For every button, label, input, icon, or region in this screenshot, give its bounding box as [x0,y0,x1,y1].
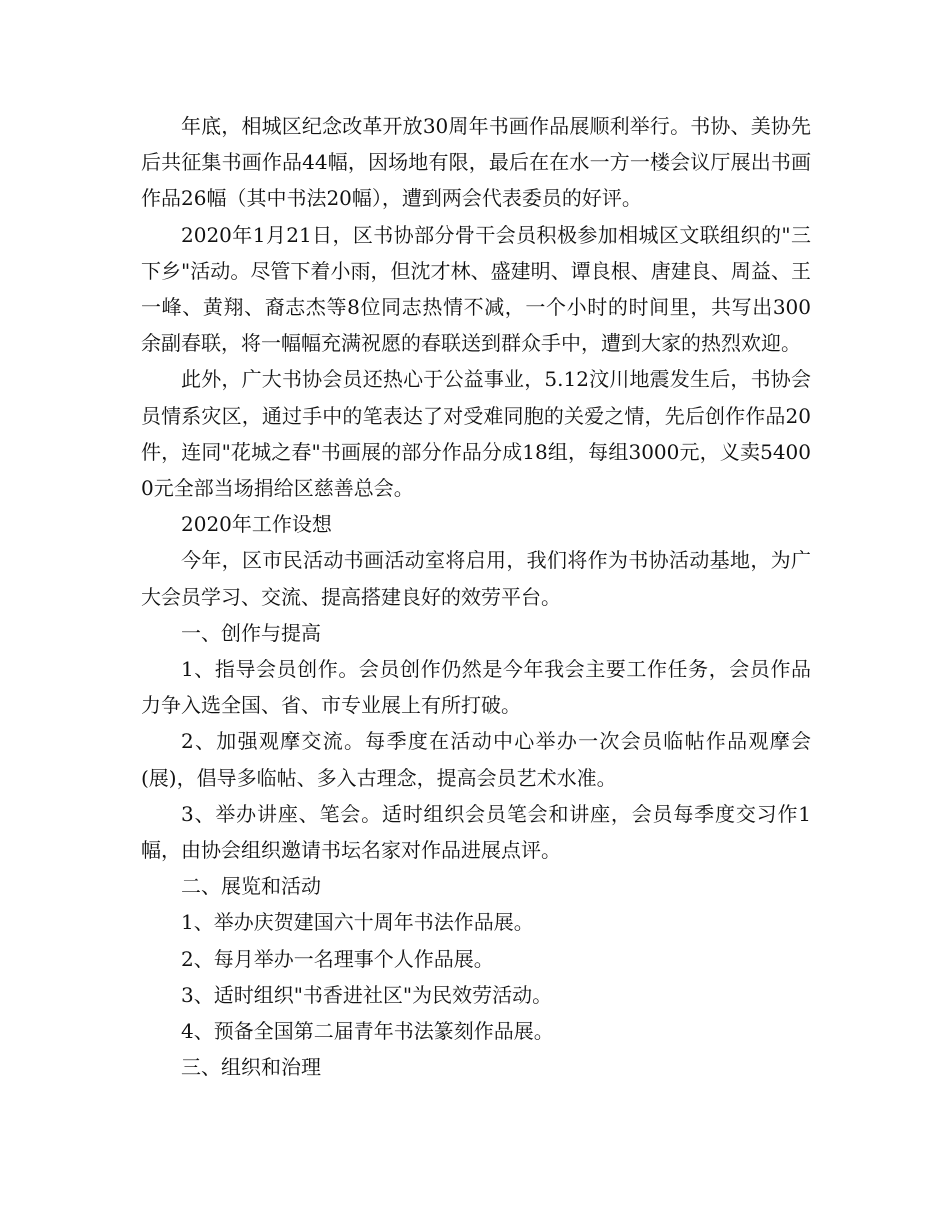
paragraph-activity-room: 今年，区市民活动书画活动室将启用，我们将作为书协活动基地，为广大会员学习、交流、提高搭建良好的效劳平台。 [141,548,811,609]
paragraph-three-to-countryside: 2020年1月21日，区书协部分骨干会员积极参加相城区文联组织的"三下乡"活动。尽管下着小雨，但沈才林、盛建明、谭良根、唐建良、周益、王一峰、黄翔、裔志杰等8位同志热情不减，一个小时的时间里，共写出300余副春联，将一幅幅充满祝愿的春联送到群众手中，遭到大家的热烈欢迎。 [141,222,811,356]
list-item-lectures: 3、举办讲座、笔会。适时组织会员笔会和讲座，会员每季度交习作1幅，由协会组织邀请书坛名家对作品进展点评。 [141,801,811,863]
list-item-anniversary-exhibition: 1、举办庆贺建国六十周年书法作品展。 [181,910,534,935]
paragraph-charity: 此外，广大书协会员还热心于公益事业，5.12汶川地震发生后，书协会员情系灾区，通过手中的笔表达了对受难同胞的关爱之情，先后创作作品20件，连同"花城之春"书画展的部分作品分成18组，每组3000元，义卖54000元全部当场捐给区慈善总会。 [141,367,811,501]
document-body [141,108,811,1085]
list-item-youth-exhibition: 4、预备全国第二届青年书法篆刻作品展。 [181,1019,554,1044]
list-item-community-activity: 3、适时组织"书香进社区"为民效劳活动。 [181,982,553,1007]
list-item-observation-exchange: 2、加强观摩交流。每季度在活动中心举办一次会员临帖作品观摩会(展)，倡导多临帖、多入古理念，提高会员艺术水准。 [141,729,811,790]
section-heading-organization: 三、组织和治理 [181,1055,321,1080]
list-item-guide-creation: 1、指导会员创作。会员创作仍然是今年我会主要工作任务，会员作品力争入选全国、省、市专业展上有所打破。 [141,657,811,718]
paragraph-calligraphy-exhibition: 年底，相城区纪念改革开放30周年书画作品展顺利举行。书协、美协先后共征集书画作品44幅，因场地有限，最后在在水一方一楼会议厅展出书画作品26幅（其中书法20幅），遭到两会代表委员的好评。 [141,114,811,211]
list-item-monthly-exhibition: 2、每月举办一名理事个人作品展。 [181,946,494,971]
section-heading-creation: 一、创作与提高 [181,620,321,645]
section-heading-work-plan: 2020年工作设想 [181,512,332,537]
section-heading-exhibitions: 二、展览和活动 [181,874,321,899]
